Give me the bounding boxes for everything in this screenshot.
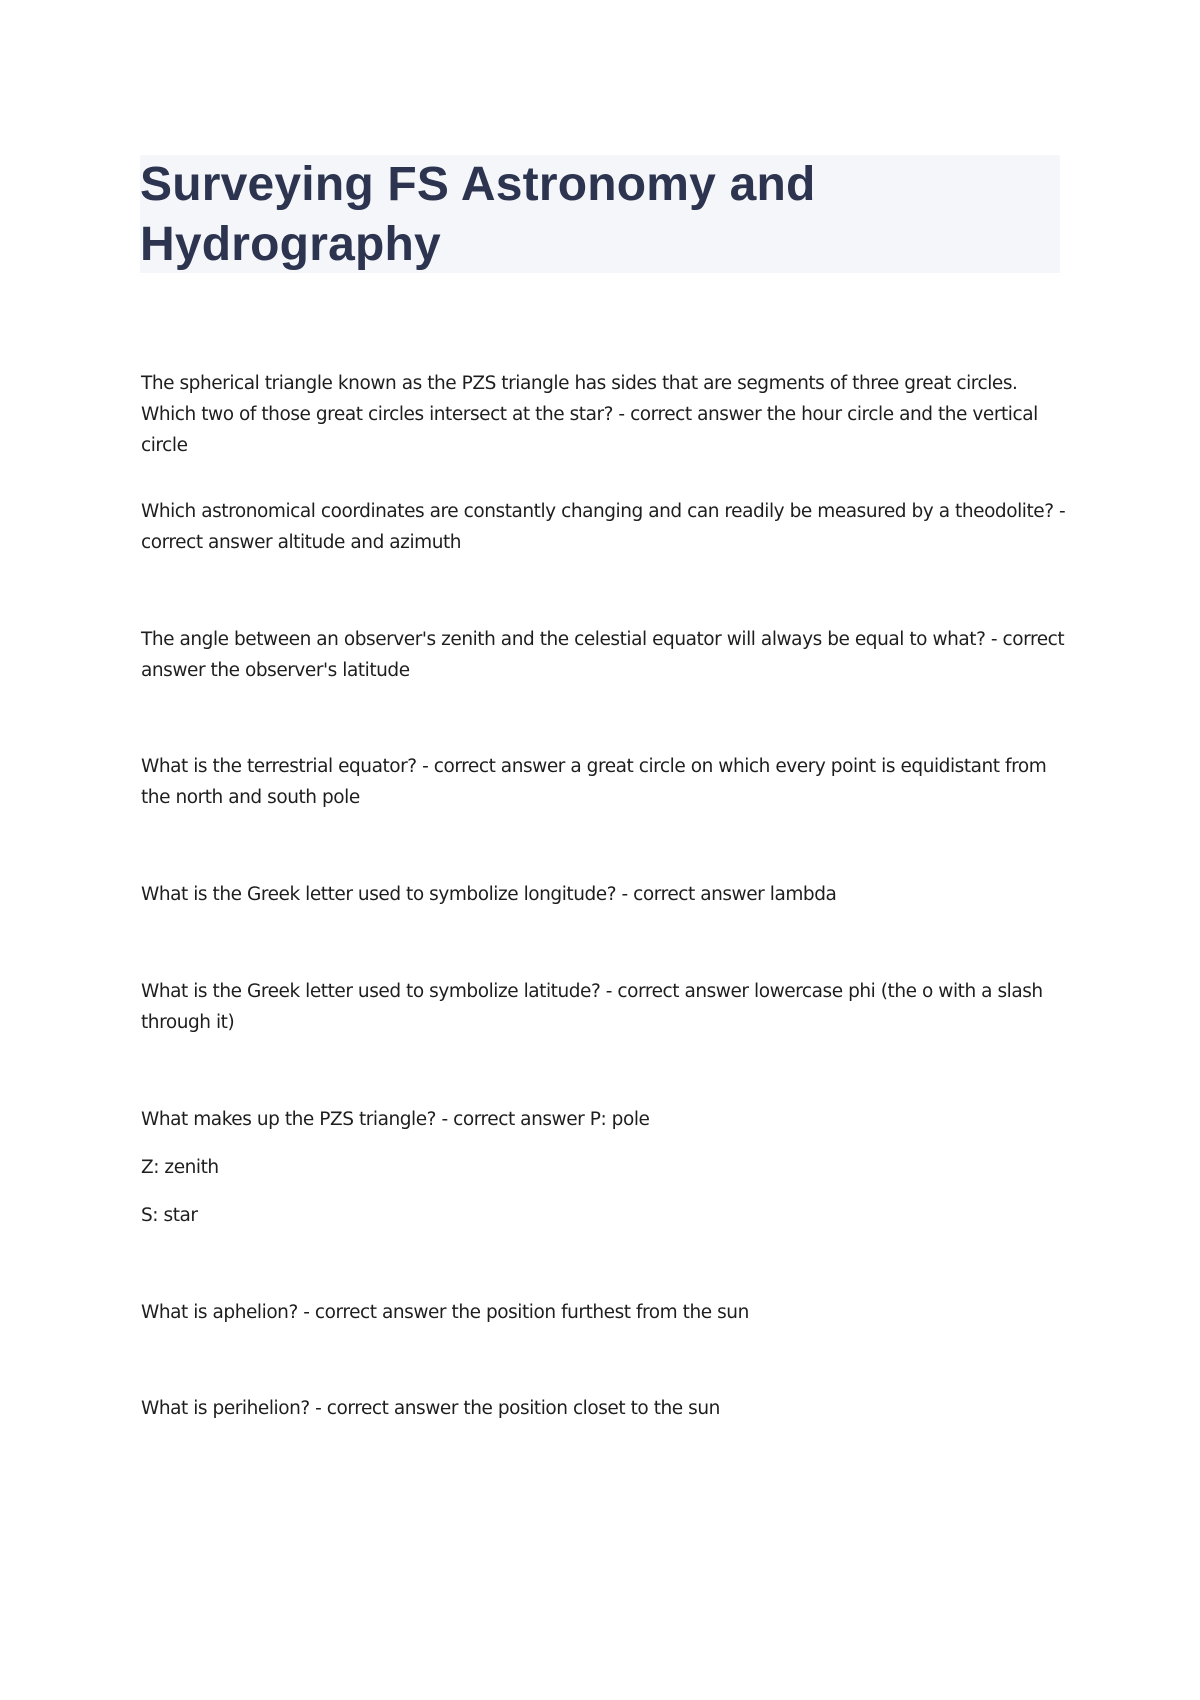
qa-text: What is aphelion? - correct answer the position furthest from the sun bbox=[141, 1302, 749, 1323]
qa-sub-line: S: star bbox=[141, 1205, 198, 1226]
qa-sub-line: Z: zenith bbox=[141, 1157, 219, 1178]
qa-text: What is the Greek letter used to symbolize longitude? - correct answer lambda bbox=[141, 884, 837, 905]
page-title: Surveying FS Astronomy and Hydrography bbox=[140, 158, 816, 271]
qa-text: The spherical triangle known as the PZS triangle has sides that are segments of three great circles. Which two of those great circles intersect at the star? - correct answer the hour circle and the vertical circle bbox=[141, 373, 1038, 456]
qa-item bbox=[141, 976, 1071, 1038]
qa-text: What is the Greek letter used to symbolize latitude? - correct answer lowercase phi (the o with a slash through it) bbox=[141, 981, 1043, 1033]
qa-item bbox=[141, 751, 1071, 813]
qa-item bbox=[141, 1393, 1071, 1424]
qa-text: What is the terrestrial equator? - correct answer a great circle on which every point is equidistant from the north and south pole bbox=[141, 756, 1047, 808]
qa-item bbox=[141, 1297, 1071, 1328]
qa-item bbox=[141, 1104, 1071, 1231]
qa-item bbox=[141, 624, 1071, 686]
qa-text: What makes up the PZS triangle? - correct answer P: pole bbox=[141, 1109, 650, 1130]
qa-text: Which astronomical coordinates are constantly changing and can readily be measured by a theodolite? - correct answer altitude and azimuth bbox=[141, 501, 1066, 553]
qa-item bbox=[141, 496, 1071, 558]
qa-item bbox=[141, 368, 1071, 461]
qa-text: The angle between an observer's zenith and the celestial equator will always be equal to what? - correct answer the observer's latitude bbox=[141, 629, 1065, 681]
qa-item bbox=[141, 879, 1071, 910]
qa-text: What is perihelion? - correct answer the position closet to the sun bbox=[141, 1398, 720, 1419]
title-block bbox=[140, 155, 1060, 273]
